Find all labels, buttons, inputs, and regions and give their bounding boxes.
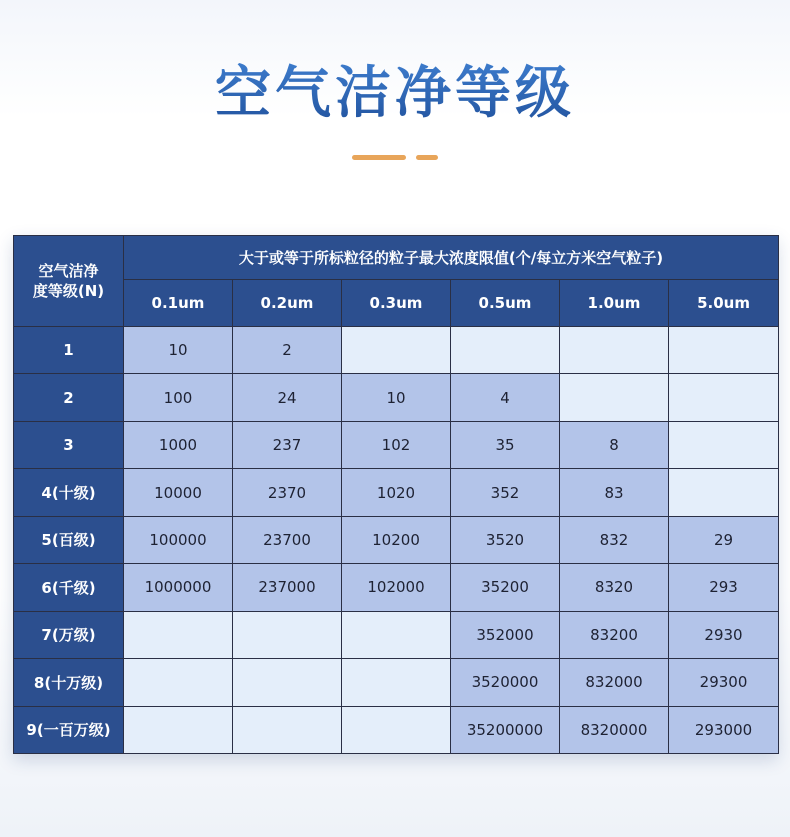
concentration-group-header: 大于或等于所标粒径的粒子最大浓度限值(个/每立方米空气粒子) <box>124 236 779 280</box>
table-cell: 83200 <box>560 611 669 658</box>
table-cell: 352000 <box>451 611 560 658</box>
table-cell: 8320 <box>560 564 669 611</box>
row-header: 8(十万级) <box>14 659 124 706</box>
row-header: 9(一百万级) <box>14 706 124 754</box>
table-cell: 10 <box>342 374 451 421</box>
table-cell: 237000 <box>233 564 342 611</box>
empty-table-cell <box>342 659 451 706</box>
table-cell: 3520 <box>451 516 560 563</box>
empty-table-cell <box>233 611 342 658</box>
title-accent-bar-long <box>352 155 406 160</box>
title-accent-bar-short <box>416 155 438 160</box>
table-cell: 1000000 <box>124 564 233 611</box>
empty-table-cell <box>669 374 779 421</box>
table-cell: 29 <box>669 516 779 563</box>
empty-table-cell <box>669 469 779 516</box>
empty-table-cell <box>233 706 342 754</box>
column-header: 5.0um <box>669 280 779 327</box>
row-header: 5(百级) <box>14 516 124 563</box>
table-cell: 102 <box>342 421 451 468</box>
table-cell: 3520000 <box>451 659 560 706</box>
column-header: 0.1um <box>124 280 233 327</box>
empty-table-cell <box>669 327 779 374</box>
table-body <box>14 327 779 754</box>
row-header: 2 <box>14 374 124 421</box>
table-cell: 1020 <box>342 469 451 516</box>
table-row <box>14 374 779 421</box>
table-cell: 10 <box>124 327 233 374</box>
table-cell: 2 <box>233 327 342 374</box>
table-cell: 23700 <box>233 516 342 563</box>
table-cell: 10200 <box>342 516 451 563</box>
table-row <box>14 564 779 611</box>
table-row <box>14 706 779 754</box>
table-cell: 24 <box>233 374 342 421</box>
empty-table-cell <box>560 327 669 374</box>
table-cell: 35200 <box>451 564 560 611</box>
table-row <box>14 327 779 374</box>
table-row <box>14 516 779 563</box>
table-cell: 35 <box>451 421 560 468</box>
column-header: 0.3um <box>342 280 451 327</box>
empty-table-cell <box>124 611 233 658</box>
table-cell: 2370 <box>233 469 342 516</box>
empty-table-cell <box>233 659 342 706</box>
cleanliness-table <box>13 235 779 754</box>
table-cell: 83 <box>560 469 669 516</box>
empty-table-cell <box>342 706 451 754</box>
cleanliness-table-container <box>13 235 778 754</box>
table-cell: 35200000 <box>451 706 560 754</box>
row-header: 4(十级) <box>14 469 124 516</box>
table-cell: 832000 <box>560 659 669 706</box>
column-header: 0.2um <box>233 280 342 327</box>
table-cell: 100000 <box>124 516 233 563</box>
table-cell: 1000 <box>124 421 233 468</box>
table-cell: 2930 <box>669 611 779 658</box>
table-row <box>14 469 779 516</box>
table-cell: 102000 <box>342 564 451 611</box>
page-title: 空气洁净等级 <box>0 56 790 132</box>
table-cell: 100 <box>124 374 233 421</box>
row-header: 7(万级) <box>14 611 124 658</box>
empty-table-cell <box>342 611 451 658</box>
table-cell: 293 <box>669 564 779 611</box>
column-header: 0.5um <box>451 280 560 327</box>
empty-table-cell <box>124 706 233 754</box>
table-row <box>14 659 779 706</box>
table-cell: 832 <box>560 516 669 563</box>
table-cell: 29300 <box>669 659 779 706</box>
empty-table-cell <box>669 421 779 468</box>
empty-table-cell <box>451 327 560 374</box>
corner-header <box>14 236 124 327</box>
empty-table-cell <box>342 327 451 374</box>
table-cell: 8 <box>560 421 669 468</box>
table-cell: 293000 <box>669 706 779 754</box>
table-row <box>14 611 779 658</box>
row-header: 3 <box>14 421 124 468</box>
table-row <box>14 421 779 468</box>
corner-header-line1: 空气洁净 <box>38 262 99 280</box>
empty-table-cell <box>124 659 233 706</box>
row-header: 1 <box>14 327 124 374</box>
corner-header-line2: 度等级(N) <box>32 282 105 300</box>
column-header: 1.0um <box>560 280 669 327</box>
table-cell: 237 <box>233 421 342 468</box>
table-cell: 352 <box>451 469 560 516</box>
table-cell: 4 <box>451 374 560 421</box>
table-cell: 8320000 <box>560 706 669 754</box>
empty-table-cell <box>560 374 669 421</box>
row-header: 6(千级) <box>14 564 124 611</box>
table-cell: 10000 <box>124 469 233 516</box>
